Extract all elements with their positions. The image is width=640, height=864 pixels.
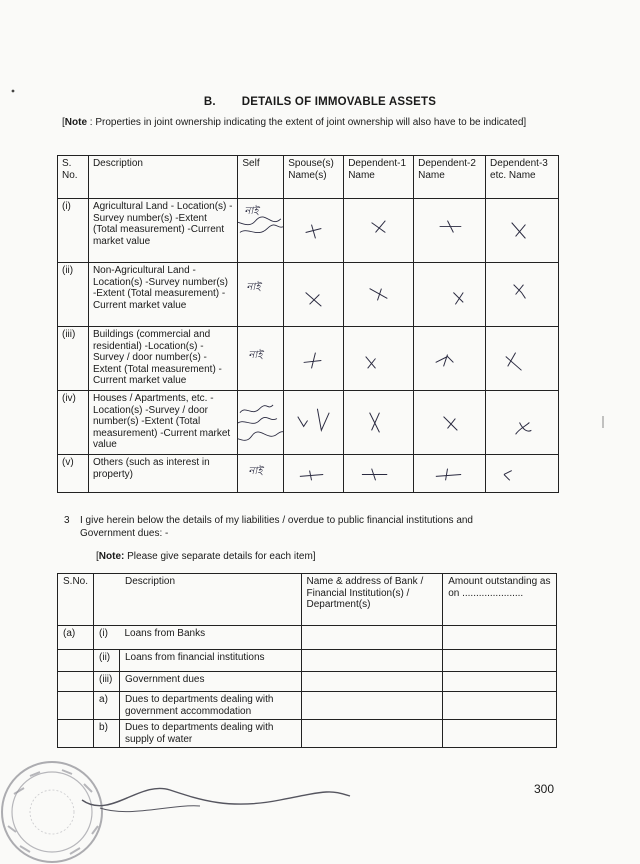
row-bank-cell (301, 626, 443, 650)
table-header-row (58, 574, 557, 626)
col-header-sno: S.No. (58, 574, 94, 626)
col-header-dependent-3: Dependent-3 etc. Name (486, 156, 559, 199)
table-row (58, 692, 557, 720)
col-header-self: Self (238, 156, 284, 199)
table-row (58, 391, 559, 455)
paragraph-line-2: Government dues: - (80, 528, 169, 539)
table-row (58, 720, 557, 748)
check-mark (284, 391, 344, 455)
liabilities-table (57, 573, 557, 748)
handwritten-self: নাই (248, 350, 263, 361)
row-sno: (v) (58, 455, 89, 493)
cross-mark (284, 199, 344, 263)
row-bank-cell (301, 650, 443, 672)
cross-mark (284, 455, 344, 493)
row-sub-number: (i) (94, 626, 120, 650)
paragraph-number: 3 (64, 515, 70, 526)
row-bank-cell (301, 720, 443, 748)
table-row (58, 626, 557, 650)
row-sno: (iii) (58, 327, 89, 391)
self-cell (238, 199, 284, 263)
cross-mark (344, 391, 414, 455)
scan-speck (10, 88, 16, 94)
cross-mark (486, 391, 559, 455)
table-row (58, 455, 559, 493)
row-description: Loans from financial institutions (120, 650, 302, 672)
note-text: : Properties in joint ownership indicating the extent of joint ownership will also have to be indicated] (87, 117, 527, 128)
row-amount-cell (443, 626, 557, 650)
cross-mark (414, 391, 486, 455)
col-header-spouse: Spouse(s) Name(s) (284, 156, 344, 199)
row-description: Non-Agricultural Land - Location(s) -Survey number(s) -Extent (Total measurement) -Current market value (88, 263, 237, 327)
row-description: Dues to departments dealing with government accommodation (120, 692, 302, 720)
table-row (58, 327, 559, 391)
table-row (58, 199, 559, 263)
immovable-assets-table (57, 155, 559, 493)
row-sub-number: b) (94, 720, 120, 748)
table-row (58, 263, 559, 327)
cross-mark (486, 455, 559, 493)
row-description: Dues to departments dealing with supply of water (120, 720, 302, 748)
cross-mark (486, 199, 559, 263)
row-sno: (i) (58, 199, 89, 263)
col-header-sno: S. No. (58, 156, 89, 199)
handwritten-self: নাই (248, 466, 263, 477)
cross-mark (284, 327, 344, 391)
section-heading (0, 96, 640, 108)
row-amount-cell (443, 692, 557, 720)
row-bank-cell (301, 672, 443, 692)
cross-mark (414, 455, 486, 493)
note-label: Note (64, 117, 88, 128)
row-description: Agricultural Land - Location(s) -Survey number(s) -Extent (Total measurement) -Current market value (88, 199, 237, 263)
handwritten-self: নাই (246, 282, 261, 293)
cross-mark (284, 263, 344, 327)
joint-ownership-note: [Note : Properties in joint ownership indicating the extent of joint ownership will also have to be indicated] (62, 117, 527, 128)
cross-mark (414, 327, 486, 391)
table-row (58, 650, 557, 672)
note-text: Please give separate details for each item] (124, 551, 316, 562)
row-bank-cell (301, 692, 443, 720)
cross-mark (344, 199, 414, 263)
row-amount-cell (443, 650, 557, 672)
handwritten-self: নাই (244, 206, 259, 217)
separate-details-note: [Note: Please give separate details for each item] (96, 551, 316, 562)
col-header-description: Description (88, 156, 237, 199)
scan-speck (600, 416, 606, 428)
cross-mark (414, 199, 486, 263)
row-amount-cell (443, 720, 557, 748)
self-cell (238, 327, 284, 391)
signature-swoosh (80, 760, 360, 830)
row-sub-number: (iii) (94, 672, 120, 692)
col-header-amount: Amount outstanding as on ...................... (443, 574, 557, 626)
self-cell (238, 455, 284, 493)
row-sno (58, 692, 94, 720)
row-sno (58, 672, 94, 692)
cross-mark (344, 263, 414, 327)
paragraph-line-1: I give herein below the details of my liabilities / overdue to public financial institutions and (80, 515, 473, 526)
handwritten-scribble (238, 391, 283, 454)
col-header-description: Description (94, 574, 302, 626)
row-sno: (a) (58, 626, 94, 650)
row-description: Houses / Apartments, etc. - Location(s) -Survey / door number(s) -Extent (Total measurement) -Current market value (88, 391, 237, 455)
row-description: Government dues (120, 672, 302, 692)
row-amount-cell (443, 672, 557, 692)
col-header-dependent-1: Dependent-1 Name (344, 156, 414, 199)
liabilities-paragraph (64, 514, 473, 540)
table-row (58, 672, 557, 692)
col-header-dependent-2: Dependent-2 Name (414, 156, 486, 199)
self-cell (238, 263, 284, 327)
signature-scribble (238, 199, 283, 262)
row-sub-number: a) (94, 692, 120, 720)
page-number: 300 (534, 782, 555, 796)
self-cell (238, 391, 284, 455)
row-sub-number: (ii) (94, 650, 120, 672)
row-description: Loans from Banks (120, 626, 302, 650)
row-sno: (ii) (58, 263, 89, 327)
cross-mark (344, 327, 414, 391)
section-letter: B. (203, 96, 216, 108)
table-header-row (58, 156, 559, 199)
col-header-bank: Name & address of Bank / Financial Institution(s) / Department(s) (301, 574, 443, 626)
row-sno (58, 650, 94, 672)
cross-mark (486, 327, 559, 391)
row-description: Others (such as interest in property) (88, 455, 237, 493)
cross-mark (486, 263, 559, 327)
row-sno: (iv) (58, 391, 89, 455)
section-title: DETAILS OF IMMOVABLE ASSETS (241, 96, 437, 108)
cross-mark (344, 455, 414, 493)
cross-mark (414, 263, 486, 327)
note-label: Note: (98, 551, 125, 562)
row-description: Buildings (commercial and residential) -Location(s) -Survey / door number(s) -Extent (Total measurement) -Current market value (88, 327, 237, 391)
